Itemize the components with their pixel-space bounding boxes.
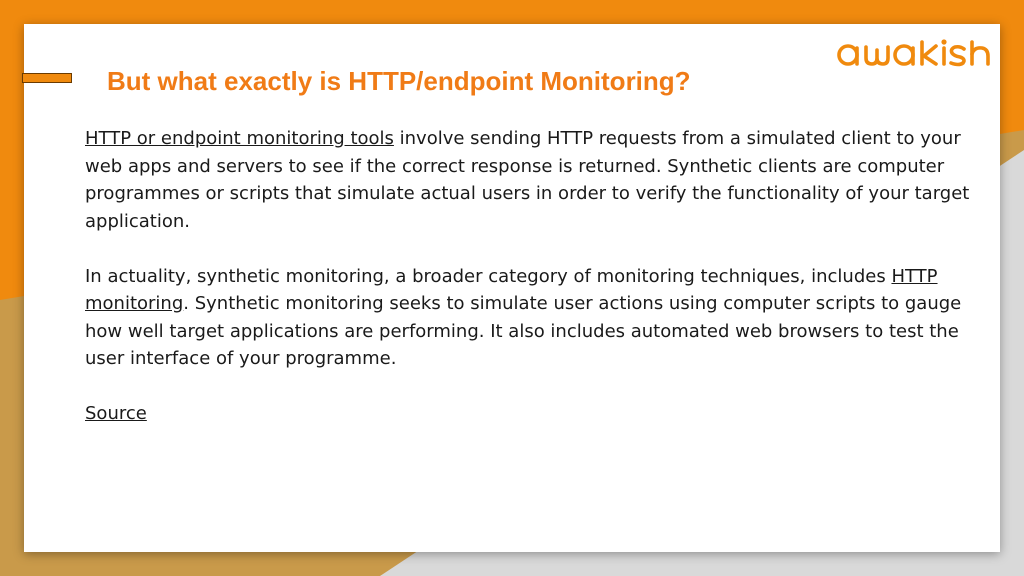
slide-title: But what exactly is HTTP/endpoint Monitoring?: [107, 66, 691, 96]
link-http-endpoint-monitoring-tools[interactable]: HTTP or endpoint monitoring tools: [85, 128, 394, 149]
paragraph2-text-after: . Synthetic monitoring seeks to simulate user actions using computer scripts to gauge how well target applications are performing. It also includes automated web browsers to test the user interface of your programme.: [85, 293, 962, 369]
title-accent-bar: [22, 73, 72, 83]
source-link[interactable]: Source: [85, 403, 147, 424]
link-http-monitoring[interactable]: HTTP monitoring: [85, 265, 938, 314]
slide-body: [85, 125, 975, 455]
paragraph-http-monitoring-tools: [85, 125, 975, 235]
source-line: [85, 400, 975, 428]
paragraph2-text-before: In actuality, synthetic monitoring, a broader category of monitoring techniques, includes: [85, 265, 892, 287]
paragraph-synthetic-monitoring: [85, 263, 975, 373]
awakish-logo: [836, 38, 996, 70]
paragraph1-text: involve sending HTTP requests from a simulated client to your web apps and servers to see if the correct response is returned. Synthetic clients are computer programmes or scripts that simulate actual users in order to verify the functionality of your target application.: [85, 128, 970, 232]
